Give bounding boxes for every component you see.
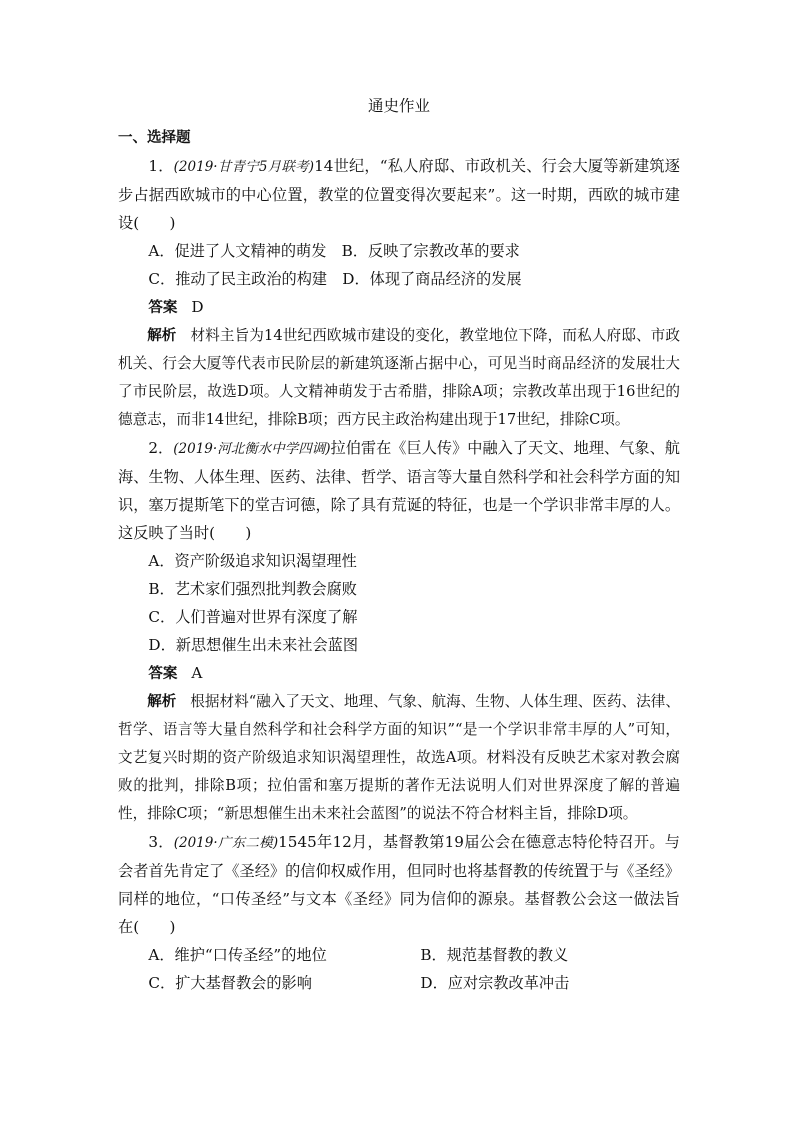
answer-label: 答案 [148, 666, 178, 682]
answer-value: D [191, 298, 204, 316]
question-1-stem [118, 152, 680, 237]
question-1-option-row: C．推动了民主政治的构建 D．体现了商品经济的发展 [148, 270, 522, 288]
question-3-stem [118, 828, 680, 941]
question-1-option-row: A．促进了人文精神的萌发 B．反映了宗教改革的要求 [148, 242, 520, 260]
question-2-option-b: B．艺术家们强烈批判教会腐败 [148, 580, 357, 598]
document-page [118, 92, 680, 997]
question-source: (2019·广东二模) [173, 835, 279, 851]
question-text: 14世纪，“私人府邸、市政机关、行会大厦等新建筑逐步占据西欧城市的中心位置，教堂的位置变得次要起来”。这一时期，西欧的城市建设( ) [118, 157, 680, 232]
question-2-analysis [118, 688, 680, 828]
analysis-text: 材料主旨为14世纪西欧城市建设的变化，教堂地位下降，而私人府邸、市政机关、行会大厦等代表市民阶层的新建筑逐渐占据中心，可见当时商品经济的发展壮大了市民阶层，故选D项。人文精神萌发于古希腊，排除A项；宗教改革出现于16世纪的德意志，而非14世纪，排除B项；西方民主政治构建出现于17世纪，排除C项。 [118, 327, 680, 428]
question-source: (2019·河北衡水中学四调) [173, 441, 331, 457]
answer-value: A [191, 664, 203, 682]
section-heading: 一、选择题 [118, 130, 191, 146]
question-2-answer [118, 659, 680, 688]
question-text: 1545年12月，基督教第19届公会在德意志特伦特召开。与会者首先肯定了《圣经》的信仰权威作用，但同时也将基督教的传统置于与《圣经》同样的地位，“口传圣经”与文本《圣经》同为信仰的源泉。基督教公会这一做法旨在( ) [118, 833, 680, 936]
answer-label: 答案 [148, 300, 178, 316]
question-3-option-c: C．扩大基督教会的影响 [148, 974, 312, 992]
question-source: (2019·甘青宁5月联考) [173, 159, 315, 175]
question-3-options-row-1 [118, 941, 680, 969]
question-2-option-c: C．人们普遍对世界有深度了解 [148, 608, 358, 626]
question-number: 3． [148, 833, 174, 851]
question-3-option-b: B．规范基督教的教义 [420, 946, 569, 964]
analysis-text: 根据材料“融入了天文、地理、气象、航海、生物、人体生理、医药、法律、哲学、语言等大量自然科学和社会科学方面的知识”“是一个学识非常丰厚的人”可知，文艺复兴时期的资产阶级追求知识渴望理性，故选A项。材料没有反映艺术家对教会腐败的批判，排除B项；拉伯雷和塞万提斯的著作无法说明人们对世界深度了解的普遍性，排除C项；“新思想催生出未来社会蓝图”的说法不符合材料主旨，排除D项。 [118, 693, 680, 822]
question-3-option-d: D．应对宗教改革冲击 [420, 974, 570, 992]
question-number: 1． [148, 157, 174, 175]
question-2-option-a: A．资产阶级追求知识渴望理性 [148, 552, 357, 570]
question-3-options-row-2 [118, 969, 680, 997]
question-1-answer [118, 293, 680, 322]
question-3-option-a: A．维护“口传圣经”的地位 [148, 946, 327, 964]
question-1-analysis [118, 322, 680, 434]
question-2-stem [118, 434, 680, 547]
question-2-option-d: D．新思想催生出未来社会蓝图 [148, 636, 359, 654]
document-title: 通史作业 [367, 97, 430, 115]
question-number: 2． [148, 439, 174, 457]
question-text: 拉伯雷在《巨人传》中融入了天文、地理、气象、航海、生物、人体生理、医药、法律、哲学、语言等大量自然科学和社会科学方面的知识，塞万提斯笔下的堂吉诃德，除了具有荒诞的特征，也是一个学识非常丰厚的人。这反映了当时( ) [118, 439, 680, 542]
analysis-label: 解析 [147, 694, 177, 710]
analysis-label: 解析 [147, 328, 177, 344]
